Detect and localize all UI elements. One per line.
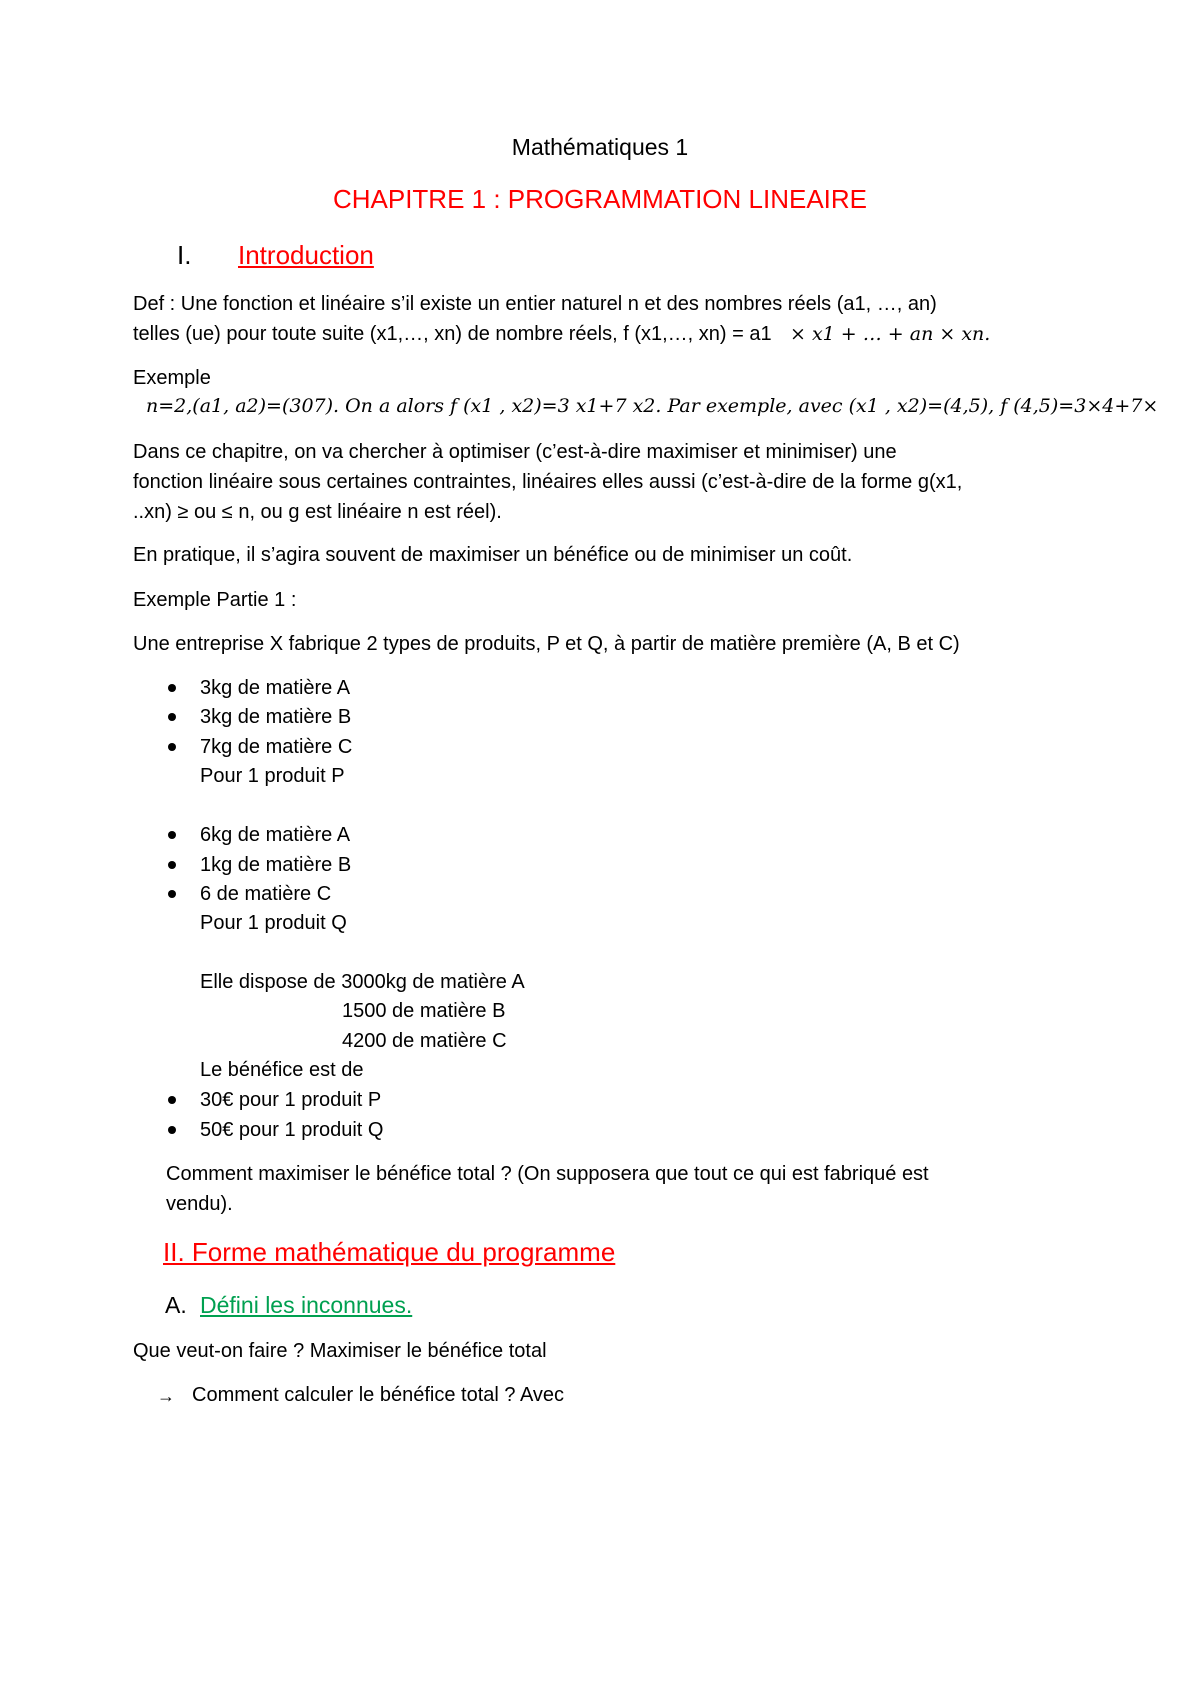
bullet-icon	[168, 890, 176, 898]
section-title: Introduction	[238, 240, 374, 270]
list-item: 3kg de matière B	[200, 706, 352, 728]
example-label: Exemple	[133, 367, 211, 389]
arrow-right-icon: →	[157, 1386, 175, 1406]
section-2-title: II. Forme mathématique du programme	[163, 1237, 616, 1267]
stock-line: 4200 de matière C	[342, 1030, 507, 1052]
chapter-heading: CHAPITRE 1 : PROGRAMMATION LINEAIRE	[332, 184, 868, 214]
benefit-label: Le bénéfice est de	[200, 1059, 364, 1081]
company-line: Une entreprise X fabrique 2 types de produits, P et Q, à partir de matière première (A, B et C)	[133, 633, 960, 655]
list-item: 6kg de matière A	[200, 824, 351, 846]
bullet-icon	[168, 684, 176, 692]
bullet-icon	[168, 743, 176, 751]
stock-line: Elle dispose de 3000kg de matière A	[200, 971, 525, 993]
paragraph-line: fonction linéaire sous certaines contraintes, linéaires elles aussi (c’est-à-dire de la forme g(x1,	[133, 471, 963, 493]
bullet-icon	[168, 1126, 176, 1134]
paragraph-line: Dans ce chapitre, on va chercher à optimiser (c’est-à-dire maximiser et minimiser) une	[133, 441, 897, 463]
definition-line-2: telles (ue) pour toute suite (x1,…, xn) de nombre réels, f (x1,…, xn) = a1	[133, 323, 772, 345]
question-line: Comment maximiser le bénéfice total ? (On supposera que tout ce qui est fabriqué est	[166, 1163, 929, 1185]
example-part-heading: Exemple Partie 1 :	[133, 589, 297, 611]
document-title: Mathématiques 1	[511, 134, 689, 160]
example-formula: n=2,(a1, a2)=(307). On a alors f (x1 , x2)=3 x1+7 x2. Par exemple, avec (x1 , x2)=(4,5), f (4,5)=3×4+7×	[146, 395, 1159, 417]
question-line: vendu).	[166, 1193, 233, 1215]
subsection-title: Défini les inconnues.	[200, 1292, 413, 1318]
stock-line: 1500 de matière B	[342, 1000, 506, 1022]
product-p-label: Pour 1 produit P	[200, 765, 345, 787]
list-item: 30€ pour 1 produit P	[200, 1089, 382, 1111]
definition-formula: × x1 + … + an × xn.	[790, 323, 991, 345]
list-item: 7kg de matière C	[200, 736, 353, 758]
product-q-label: Pour 1 produit Q	[200, 912, 347, 934]
paragraph-line: ..xn) ≥ ou ≤ n, ou g est linéaire n est réel).	[133, 501, 502, 523]
section-number: I.	[177, 240, 192, 270]
bullet-icon	[168, 1096, 176, 1104]
bullet-icon	[168, 831, 176, 839]
list-item: 50€ pour 1 produit Q	[200, 1119, 384, 1141]
paragraph-practice: En pratique, il s’agira souvent de maximiser un bénéfice ou de minimiser un coût.	[133, 544, 853, 566]
goal-line: Que veut-on faire ? Maximiser le bénéfice total	[133, 1340, 547, 1362]
definition-line-1: Def : Une fonction et linéaire s’il existe un entier naturel n et des nombres réels (a1, …, an)	[133, 293, 937, 315]
bullet-icon	[168, 861, 176, 869]
list-item: 1kg de matière B	[200, 854, 352, 876]
arrow-line: Comment calculer le bénéfice total ? Avec	[192, 1384, 565, 1406]
subsection-letter: A.	[165, 1292, 187, 1318]
list-item: 3kg de matière A	[200, 677, 351, 699]
bullet-icon	[168, 713, 176, 721]
list-item: 6 de matière C	[200, 883, 332, 905]
